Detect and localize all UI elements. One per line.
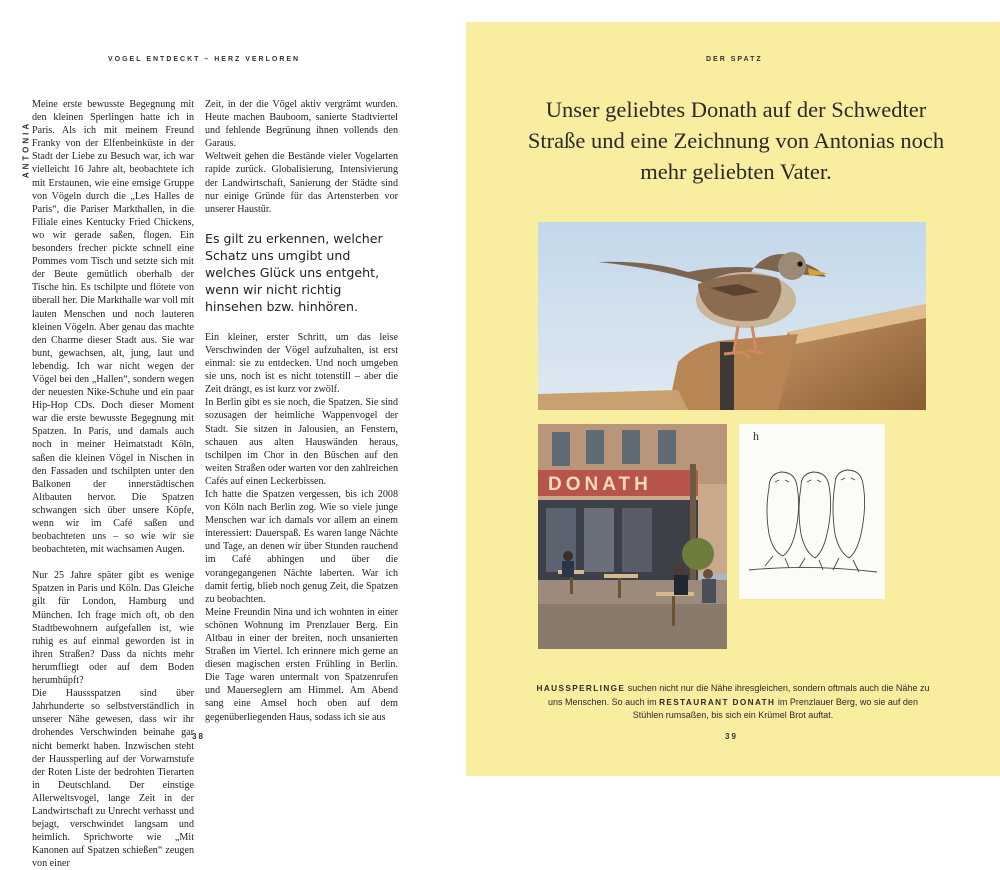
bird-sketch	[739, 424, 885, 599]
photo-caption	[534, 682, 932, 723]
paragraph: Ich hatte die Spatzen vergessen, bis ich 2008 von Köln nach Berlin zog. Wie so viele junge Menschen war ich damals vor allem an einem interessiert: Dauerspaß. Es waren lange Nächte und Tage, an denen wir über Stunden rauchend im Café abhingen und über die vorangegangenen Nächte laberten. War ich damit fertig, blieb noch genug Zeit, die Spatzen zu beobachten.	[205, 488, 398, 605]
sparrow-photo-art	[538, 222, 926, 410]
right-running-head: DER SPATZ	[706, 56, 763, 63]
paragraph: In Berlin gibt es sie noch, die Spatzen. Sie sind sozusagen der heimliche Wappenvogel der Stadt. Sie sitzen in Jalousien, an Fenstern, schauen aus alten Hauswänden heraus, tschilpen im Chor in den Büschen auf den weiten Straßen oder warten vor den zahlreichen Cafés auf einen Leckerbissen.	[205, 397, 398, 487]
caption-keyword-restaurant: RESTAURANT DONATH	[659, 697, 776, 707]
right-page	[466, 22, 1000, 776]
text-column-2	[205, 98, 398, 724]
page-number-left: 38	[192, 732, 205, 741]
page-number-right: 39	[725, 732, 738, 741]
side-tab-author: ANTONIA	[21, 120, 31, 179]
sketch-mark: h	[753, 429, 759, 443]
caption-text-1: suchen nicht nur die Nähe ihresgleichen, sondern oftmals auch die Nähe zu uns Menschen. So auch im	[548, 683, 930, 707]
paragraph: Meine erste bewusste Begegnung mit den kleinen Sperlingen hatte ich in Paris. Als ich mit meinem Freund Franky von der Elfenbeinküste in der Stadt der Liebe zu Besuch war, ich war vielleicht 16 Jahre alt, beobachtete ich mit Erstaunen, wie eine emsige Gruppe von Vögeln durch die „Les Halles de Paris“, die Pariser Markthallen, in die Filiale eines Kentucky Fried Chickens, wo wir gerade saßen, flogen. Ein besonders frecher pickte schnell eine Pommes vom Tisch und setzte sich mit der Beute gemütlich oberhalb der Tische hin. Es tschilpte und flötete von überall her. Die Markthalle war voll mit lauten Menschen und noch lauteren kleinen Vögeln. Aber genau das machte den Charme dieser Stadt aus. Sie war bunt, gewachsen, alt, jung, laut und lebendig. Ich war nicht wegen der Vögel bei den „Hallen“, sondern wegen der neuesten Nike-Schuhe und ein paar Hip-Hop CDs. Doch dieser Moment war die erste bewusste Begegnung mit Spatzen. In Paris, und damals auch noch in meiner Heimatstadt Köln, saßen die kleinen Vögel in Nischen in den Fassaden und tschilpten unter den Balkonen der innerstädtischen Altbauten hervor. Die Spatzen schwangen sich über unsere Köpfe, wenn wir im Café saßen und beobachteten uns – so wie wir sie beobachteten, mit wachsamen Augen.	[32, 99, 194, 556]
pull-quote: Es gilt zu erkennen, welcher Schatz uns umgibt und welches Glück uns entgeht, wenn wir nicht richtig hinsehen bzw. hinhören.	[205, 230, 383, 314]
paragraph: Ein kleiner, erster Schritt, um das leise Verschwinden der Vögel aufzuhalten, ist erst einmal: sie zu entdecken. Und noch umgeben sie uns, noch ist es nicht totenstill – aber die Zeit drängt, es ist kurz vor zwölf.	[205, 331, 398, 396]
paragraph: Nur 25 Jahre später gibt es wenige Spatzen in Paris und Köln. Das Gleiche gilt für London, Hamburg und München. Ich frage mich oft, ob den Stadtbewohnern aufgefallen ist, wie ruhig es auf einmal geworden ist in ihren Straßen? Dass da nichts mehr herumfliegt oder auf dem Boden herumhüpft?	[32, 570, 194, 687]
paragraph: Meine Freundin Nina und ich wohnten in einer schönen Wohnung im Prenzlauer Berg. Ein Altbau in einer der breiten, noch unsanierten Straßen im Viertel. Ich erinnere mich gerne an diesen magischen ersten Frühling in Berlin. Die Tage waren untermalt von Spatzenrufen und Mauerseglern am Himmel. Am Abend sang eine Amsel hoch oben auf dem gegenüberliegenden Haus, sodass ich sie aus	[205, 606, 398, 723]
sketch-art	[739, 424, 885, 599]
caption-keyword-sparrows: HAUSSPERLINGE	[536, 684, 626, 693]
text-column-1	[32, 98, 194, 870]
paragraph: Weltweit gehen die Bestände vieler Vogelarten rapide zurück. Globalisierung, Intensivierung der Landwirtschaft, Sanierung der Städte sind nur einige Gründe für das Artensterben vor unserer Haustür.	[205, 151, 398, 215]
left-page	[0, 0, 466, 870]
left-running-head: VOGEL ENTDECKT – HERZ VERLOREN	[108, 56, 301, 63]
photo-headline: Unser geliebtes Donath auf der Schwedter Straße und eine Zeichnung von Antonias noch mehr geliebten Vater.	[527, 97, 945, 184]
cafe-photo-art	[538, 424, 727, 649]
paragraph: Die Haussspatzen sind über Jahrhunderte so selbstverständlich in unserer Nähe gewesen, dass wir ihr drohendes Verschwinden beinahe gar nicht bemerkt haben. Inzwischen steht der Haussperling auf der Vorwarnstufe der Roten Liste der bedrohten Tierarten in Deutschland. Der einstige Allerweltsvogel, lange Zeit in der Landwirtschaft zu Unrecht verhasst und bejagt, verschwindet langsam und heimlich. Sprichworte wie „Mit Kanonen auf Spatzen schießen“ zeugen von einer	[32, 688, 194, 870]
cafe-sign-text: DONATH	[548, 474, 652, 495]
sparrow-photo	[538, 222, 926, 410]
cafe-donath-photo	[538, 424, 727, 649]
paragraph: Zeit, in der die Vögel aktiv vergrämt wurden. Heute machen Bauboom, sanierte Stadtviertel und fehlende Begrünung ihnen vollends den Garaus.	[205, 99, 398, 150]
caption-text-2: im Prenzlauer Berg, wo sie auf den Stühlen rumsaßen, bis sich ein Krümel Brot auftat.	[632, 696, 918, 720]
